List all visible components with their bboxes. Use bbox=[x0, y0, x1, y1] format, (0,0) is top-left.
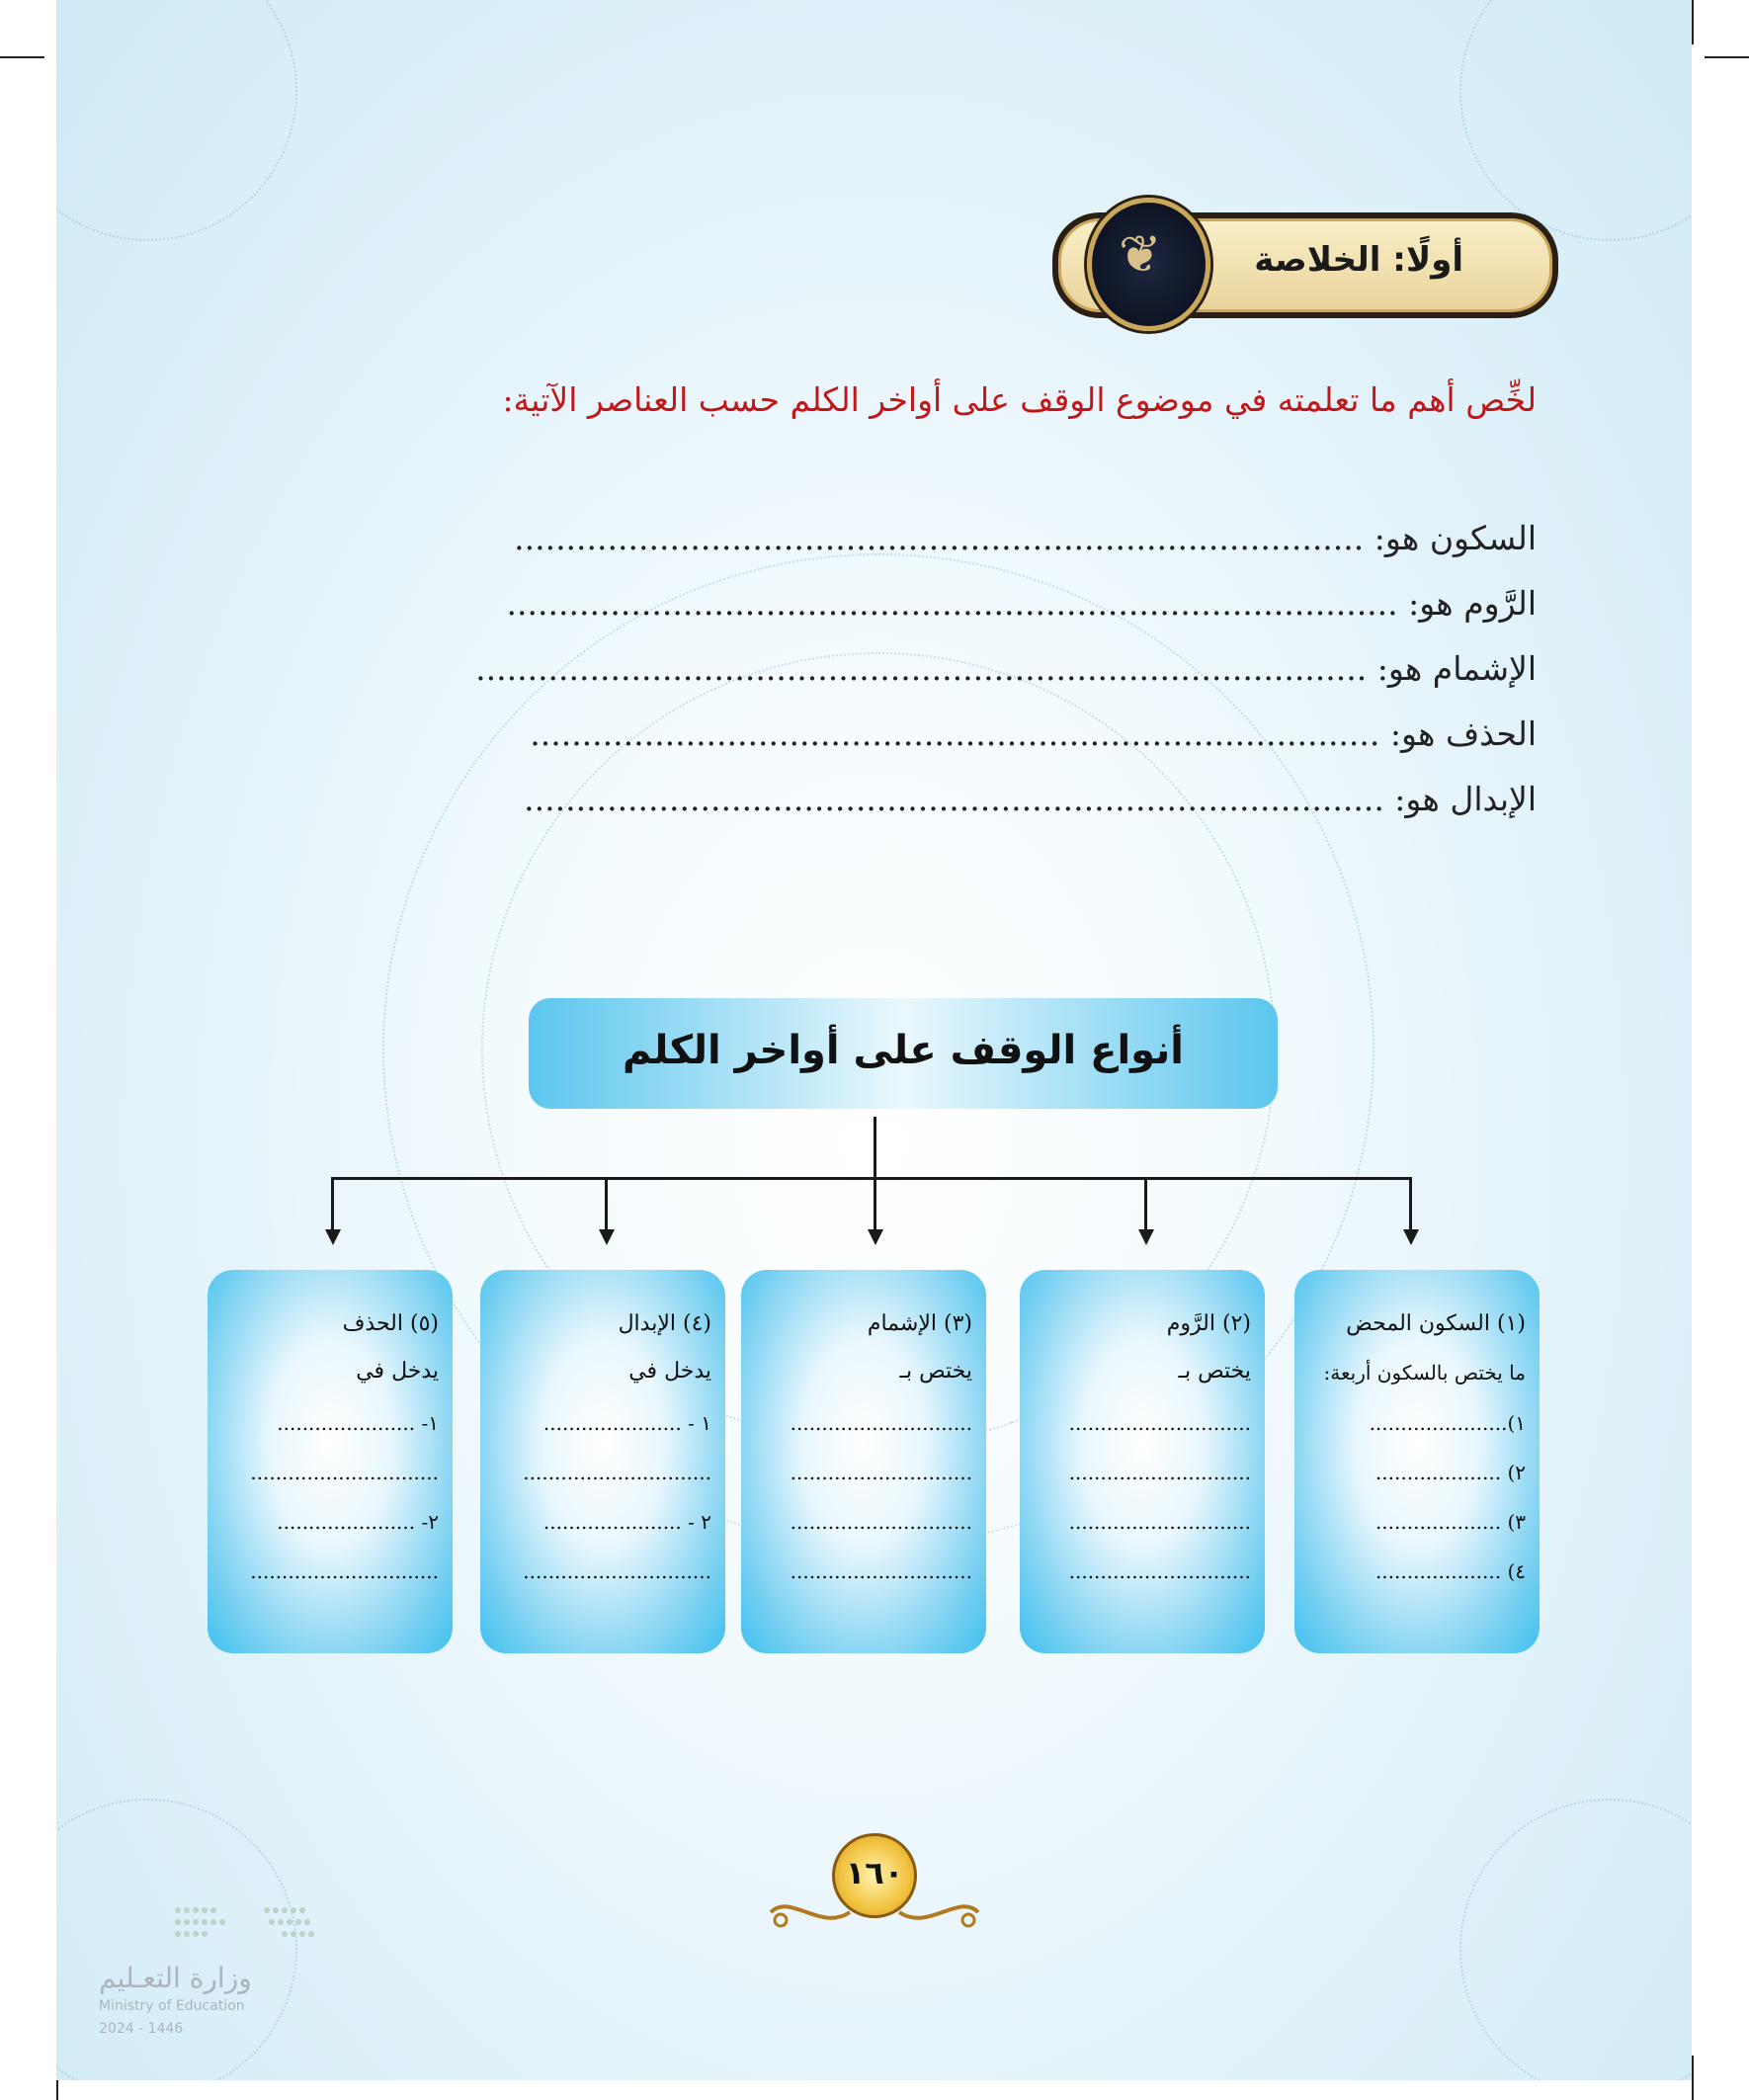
card-ibdal bbox=[480, 1270, 725, 1653]
crop-mark bbox=[0, 56, 44, 58]
crop-mark bbox=[1692, 2056, 1694, 2100]
card-blank-line[interactable]: ١ - ...................... bbox=[542, 1411, 711, 1435]
card-ishmam bbox=[741, 1270, 986, 1653]
card-hadhf bbox=[208, 1270, 453, 1653]
card-blank-line[interactable]: ............................. bbox=[1068, 1411, 1251, 1435]
definition-ishmam[interactable]: الإشمام هو: ...................................................................................... bbox=[475, 649, 1537, 688]
card-title: (٤) الإبدال bbox=[618, 1311, 711, 1336]
connector-branch bbox=[605, 1177, 608, 1231]
arrow-down-icon bbox=[325, 1229, 341, 1245]
card-subtitle: يختص بـ bbox=[1178, 1359, 1251, 1384]
card-blank-line[interactable]: .............................. bbox=[250, 1559, 439, 1583]
card-blank-line[interactable]: ............................. bbox=[1068, 1461, 1251, 1484]
card-blank-line[interactable]: .............................. bbox=[523, 1461, 711, 1484]
ministry-logo-icon bbox=[173, 1902, 321, 1944]
card-blank-line[interactable]: ٢- ...................... bbox=[277, 1510, 439, 1534]
background-ornament bbox=[1459, 0, 1692, 241]
card-blank-line[interactable]: .............................. bbox=[250, 1461, 439, 1484]
arrow-down-icon bbox=[1403, 1229, 1419, 1245]
card-blank-line[interactable]: ............................. bbox=[1068, 1510, 1251, 1534]
definition-hadhf[interactable]: الحذف هو: .................................................................................. bbox=[530, 714, 1537, 753]
connector-trunk bbox=[874, 1117, 876, 1178]
diagram-root-box bbox=[529, 998, 1278, 1109]
crop-mark bbox=[1692, 0, 1694, 44]
section-title: أولًا: الخلاصة bbox=[1254, 240, 1463, 280]
card-sukun bbox=[1294, 1270, 1540, 1653]
card-rawm bbox=[1020, 1270, 1265, 1653]
card-blank-line[interactable]: ٤) .................... bbox=[1374, 1559, 1526, 1583]
connector-branch bbox=[1409, 1177, 1412, 1231]
card-blank-line[interactable]: ............................. bbox=[1068, 1559, 1251, 1583]
card-subtitle: يدخل في bbox=[628, 1359, 711, 1384]
card-title: (٥) الحذف bbox=[342, 1311, 439, 1336]
card-title: (١) السكون المحض bbox=[1346, 1311, 1526, 1336]
card-blank-line[interactable]: ............................. bbox=[790, 1461, 972, 1484]
card-subtitle: يختص بـ bbox=[899, 1359, 972, 1384]
card-blank-line[interactable]: ٣) .................... bbox=[1374, 1510, 1526, 1534]
card-blank-line[interactable]: ١- ...................... bbox=[277, 1411, 439, 1435]
card-blank-line[interactable]: ............................. bbox=[790, 1411, 972, 1435]
connector-branch bbox=[331, 1177, 334, 1231]
definition-sukun[interactable]: السكون هو: .................................................................................. bbox=[514, 519, 1537, 557]
definition-ibdal[interactable]: الإبدال هو: ................................................................................... bbox=[524, 780, 1537, 818]
arrow-down-icon bbox=[1138, 1229, 1154, 1245]
card-subtitle: ما يختص بالسكون أربعة: bbox=[1323, 1361, 1526, 1385]
diagram-root-title: أنواع الوقف على أواخر الكلم bbox=[623, 1028, 1184, 1073]
ministry-name-en: Ministry of Education bbox=[99, 1998, 245, 2014]
arrow-down-icon bbox=[599, 1229, 615, 1245]
definition-rawm[interactable]: الرَّوم هو: ...................................................................................... bbox=[506, 584, 1537, 623]
connector-branch bbox=[874, 1177, 876, 1231]
card-title: (٢) الرَّوم bbox=[1166, 1311, 1251, 1336]
ministry-name-ar: وزارة التعـليم bbox=[99, 1962, 252, 1994]
background-ornament bbox=[1459, 1799, 1692, 2080]
background-ornament bbox=[56, 0, 297, 241]
card-blank-line[interactable]: .............................. bbox=[523, 1559, 711, 1583]
card-subtitle: يدخل في bbox=[356, 1359, 439, 1384]
arrow-down-icon bbox=[868, 1229, 883, 1245]
card-blank-line[interactable]: ............................. bbox=[790, 1510, 972, 1534]
page-number: ١٦٠ bbox=[845, 1854, 904, 1891]
card-blank-line[interactable]: ٢) .................... bbox=[1374, 1461, 1526, 1484]
card-blank-line[interactable]: ............................. bbox=[790, 1559, 972, 1583]
page-number-badge bbox=[832, 1833, 917, 1918]
edition-year: 2024 - 1446 bbox=[99, 2021, 184, 2037]
connector-branch bbox=[1144, 1177, 1147, 1231]
grape-vine-icon: ❦ bbox=[1119, 225, 1162, 285]
card-blank-line[interactable]: ٢ - ...................... bbox=[542, 1510, 711, 1534]
instruction-text: لخِّص أهم ما تعلمته في موضوع الوقف على أواخر الكلم حسب العناصر الآتية: bbox=[502, 380, 1537, 419]
connector-bar bbox=[331, 1177, 1412, 1180]
card-blank-line[interactable]: ١)...................... bbox=[1369, 1411, 1526, 1435]
crop-mark bbox=[1705, 56, 1749, 58]
card-title: (٣) الإشمام bbox=[867, 1311, 972, 1336]
